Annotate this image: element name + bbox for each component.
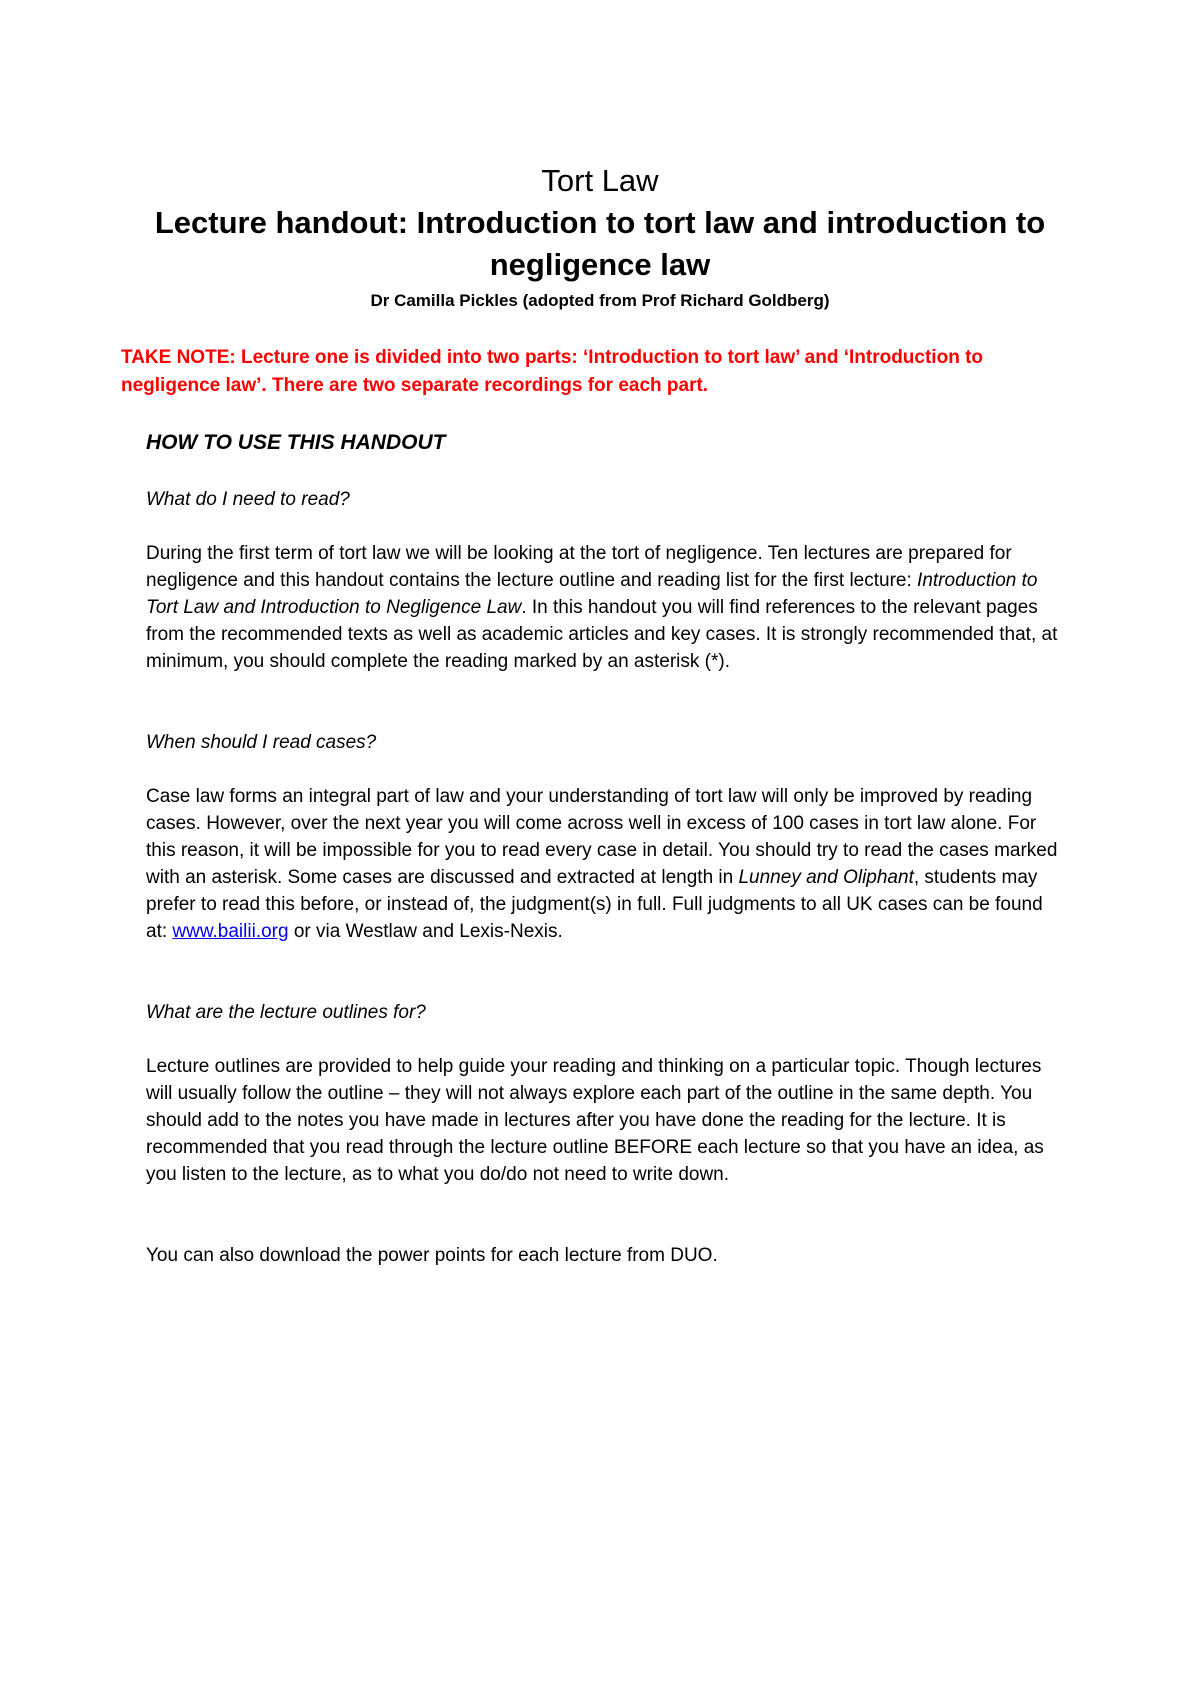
take-note-notice: TAKE NOTE: Lecture one is divided into two parts: ‘Introduction to tort law’ and ‘Introduction to negligence law’. There are two separate recordings for each part. [121, 347, 984, 396]
bailii-link[interactable]: www.bailii.org [172, 921, 289, 942]
section-heading: HOW TO USE THIS HANDOUT [146, 431, 446, 454]
paragraph-reading [146, 540, 1066, 675]
handout-body [146, 428, 1066, 1269]
document-title: Tort Law [541, 163, 659, 198]
spacer [146, 945, 1066, 999]
document-subtitle: Lecture handout: Introduction to tort law and introduction to negligence law [154, 205, 1046, 282]
document-author: Dr Camilla Pickles (adopted from Prof Richard Goldberg) [370, 291, 830, 310]
spacer [146, 675, 1066, 729]
question-what-to-read: What do I need to read? [146, 489, 350, 510]
textbook-reference: Lunney and Oliphant [738, 867, 914, 888]
paragraph-reading-text-a: During the first term of tort law we will be looking at the tort of negligence. Ten lectures are prepared for negligence and this handout contains the lecture outline and reading list for the first lecture: [146, 543, 1012, 591]
paragraph-cases-text-b: , students may prefer to read this before, or instead of, the judgment(s) in full. Full judgments to all UK cases can be found at: [146, 867, 1043, 942]
paragraph-reading-text-b: . In this handout you will find references to the relevant pages from the recommended texts as well as academic articles and key cases. It is strongly recommended that, at minimum, you should complete the reading marked by an asterisk (*). [146, 597, 1058, 672]
paragraph-cases-text-c: or via Westlaw and Lexis-Nexis. [288, 921, 563, 942]
paragraph-cases [146, 783, 1066, 945]
lecture-title-reference: Introduction to Tort Law and Introduction to Negligence Law [146, 570, 1038, 618]
paragraph-outlines: Lecture outlines are provided to help guide your reading and thinking on a particular topic. Though lectures will usually follow the outline – they will not always explore each part of the outline in the same depth. You should add to the notes you have made in lectures after you have done the reading for the lecture. It is recommended that you read through the lecture outline BEFORE each lecture so that you have an idea, as you listen to the lecture, as to what you do/do not need to write down. [146, 1056, 1044, 1185]
question-when-read-cases: When should I read cases? [146, 732, 377, 753]
question-lecture-outlines: What are the lecture outlines for? [146, 1002, 426, 1023]
document-header [100, 160, 1100, 314]
spacer [146, 1215, 1066, 1242]
spacer [146, 1188, 1066, 1215]
paragraph-cases-text-a: Case law forms an integral part of law and your understanding of tort law will only be improved by reading cases. However, over the next year you will come across well in excess of 100 cases in tort law alone. For this reason, it will be impossible for you to read every case in detail. You should try to read the cases marked with an asterisk. Some cases are discussed and extracted at length in [146, 786, 1058, 888]
paragraph-download: You can also download the power points for each lecture from DUO. [146, 1245, 718, 1266]
